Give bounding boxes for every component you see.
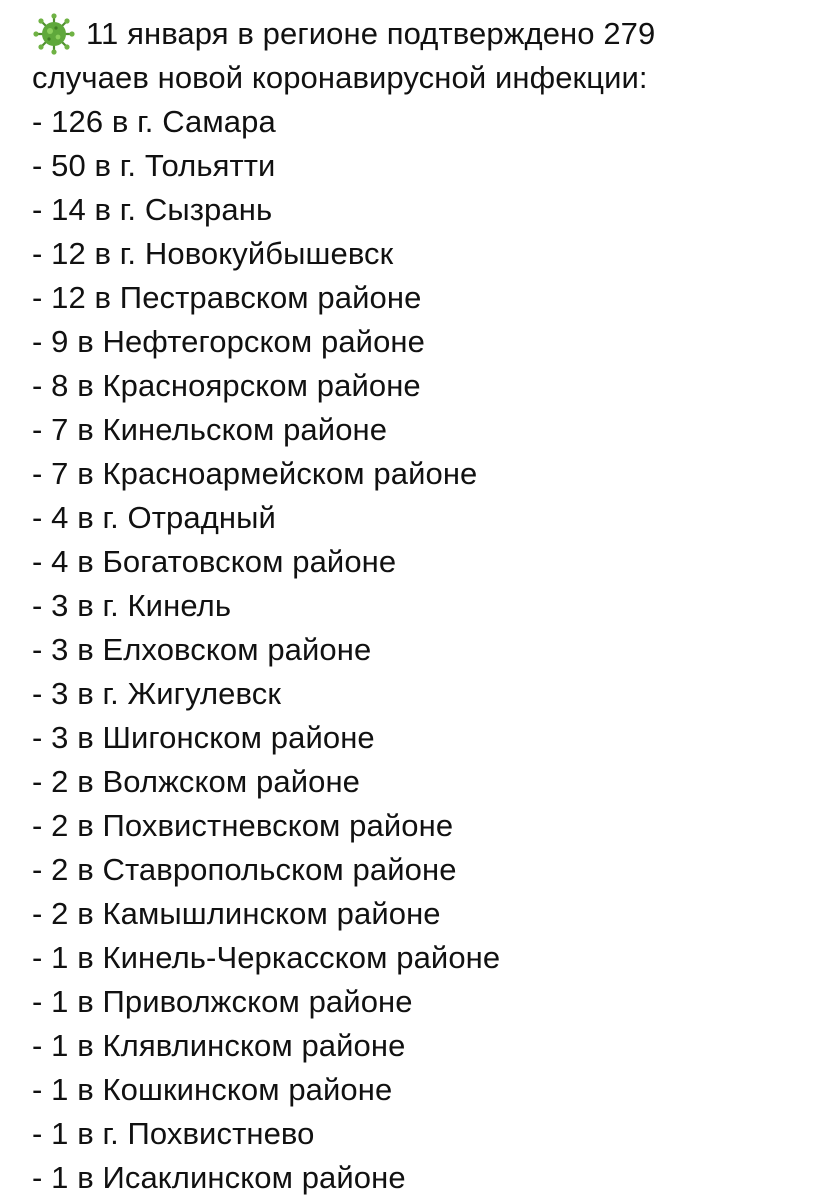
list-item: - 4 в Богатовском районе — [32, 544, 397, 579]
message-header-text-2: случаев новой коронавирусной инфекции: — [32, 60, 648, 95]
list-item: - 2 в Ставропольском районе — [32, 852, 457, 887]
list-item: - 3 в г. Кинель — [32, 588, 232, 623]
list-item: - 7 в Кинельском районе — [32, 412, 388, 447]
message-header-line — [32, 12, 812, 56]
microbe-icon — [32, 12, 76, 56]
list-item: - 3 в Шигонском районе — [32, 720, 375, 755]
list-item: - 50 в г. Тольятти — [32, 148, 276, 183]
list-item: - 126 в г. Самара — [32, 104, 276, 139]
list-item: - 1 в Исаклинском районе — [32, 1160, 406, 1195]
list-item: - 1 в г. Похвистнево — [32, 1116, 315, 1151]
list-item: - 1 в Кошкинском районе — [32, 1072, 393, 1107]
list-item: - 9 в Нефтегорском районе — [32, 324, 425, 359]
list-item: - 1 в Приволжском районе — [32, 984, 413, 1019]
list-item: - 1 в Клявлинском районе — [32, 1028, 406, 1063]
list-item: - 3 в Елховском районе — [32, 632, 372, 667]
list-item: - 1 в Кинель-Черкасском районе — [32, 940, 501, 975]
list-item: - 2 в Похвистневском районе — [32, 808, 454, 843]
list-item: - 7 в Красноармейском районе — [32, 456, 478, 491]
list-item: - 2 в Камышлинском районе — [32, 896, 441, 931]
list-item: - 2 в Волжском районе — [32, 764, 361, 799]
list-item: - 8 в Красноярском районе — [32, 368, 421, 403]
message-header-text-1: 11 января в регионе подтверждено 279 — [86, 16, 656, 51]
list-item: - 3 в г. Жигулевск — [32, 676, 281, 711]
list-item: - 4 в г. Отрадный — [32, 500, 276, 535]
message-text — [32, 12, 812, 1200]
list-item: - 12 в Пестравском районе — [32, 280, 422, 315]
list-item: - 14 в г. Сызрань — [32, 192, 273, 227]
list-item: - 12 в г. Новокуйбышевск — [32, 236, 394, 271]
